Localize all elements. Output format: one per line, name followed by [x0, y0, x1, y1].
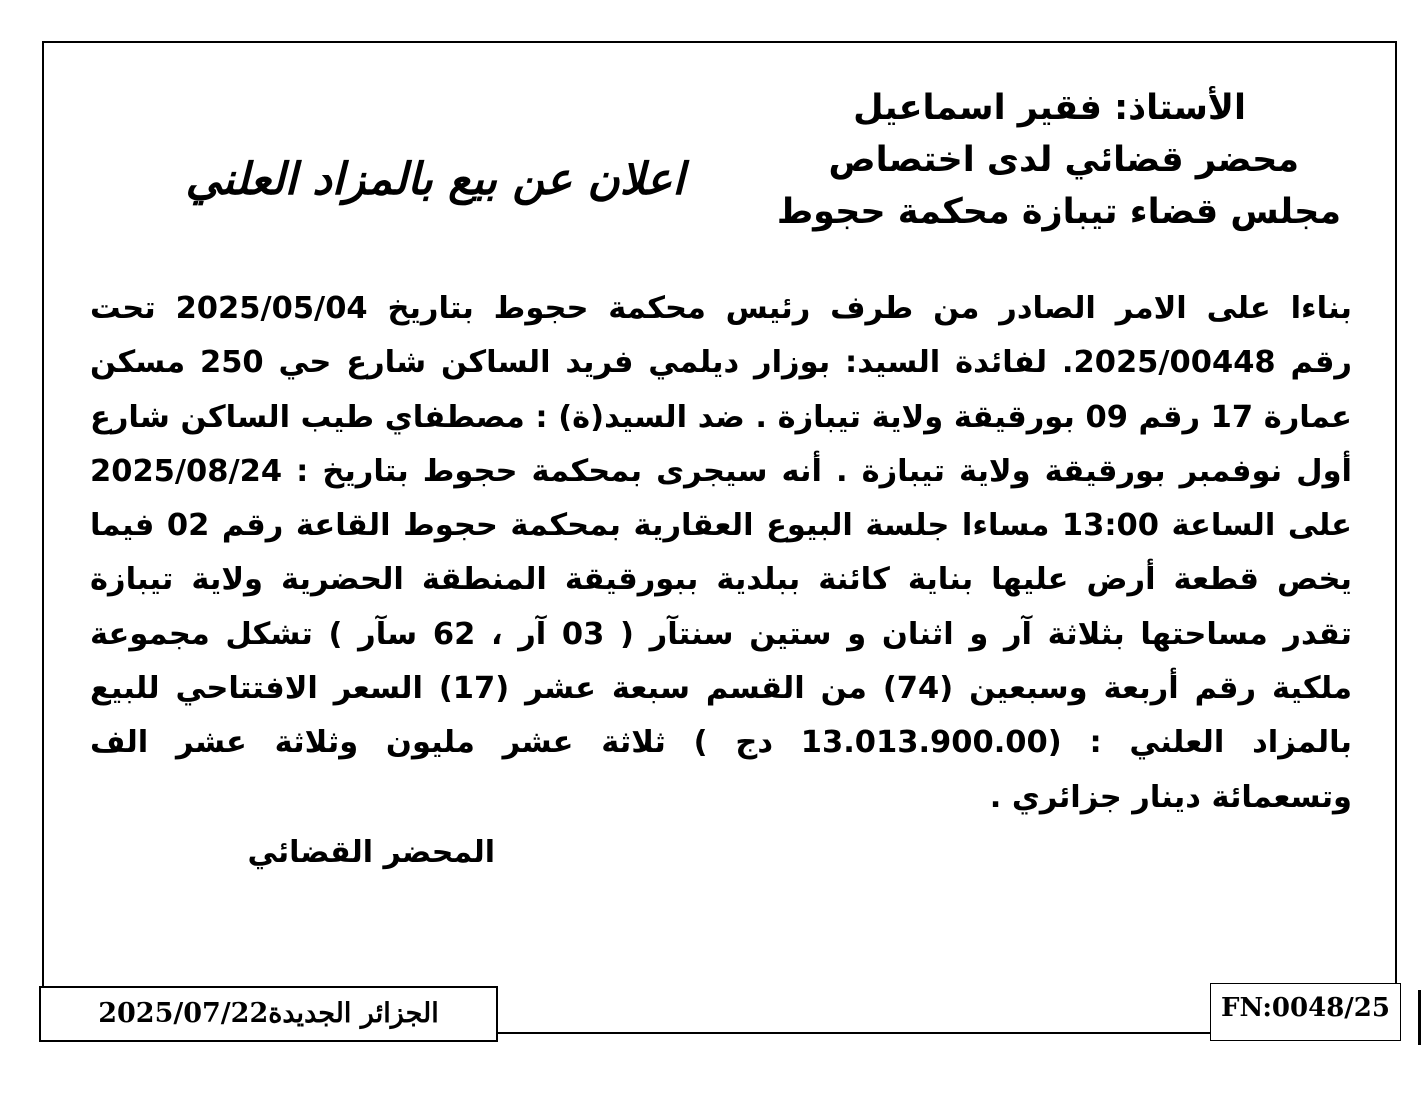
body-line: على الساعة 13:00 مساءا جلسة البيوع العقارية بمحكمة حجوط القاعة رقم 02 فيما [90, 508, 1352, 544]
body-line: يخص قطعة أرض عليها بناية كائنة ببلدية ببورقيقة المنطقة الحضرية ولاية تيبازة [90, 562, 1352, 598]
signature: المحضر القضائي [247, 835, 495, 870]
notice-title: اعلان عن بيع بالمزاد العلني [185, 154, 685, 205]
reference-number: FN:0048/25 [1221, 993, 1390, 1023]
body-line: بالمزاد العلني : (13.013.900.00 دج ) ثلاثة عشر مليون وثلاثة عشر الف [90, 725, 1352, 761]
publication-box [39, 986, 498, 1042]
body-line: تقدر مساحتها بثلاثة آر و اثنان و ستين سنتآر ( 03 آر ، 62 سآر ) تشكل مجموعة [90, 616, 1352, 652]
notice-body [90, 282, 1352, 825]
reference-box [1210, 983, 1401, 1041]
bailiff-header [776, 82, 1341, 238]
body-line: بناءا على الامر الصادر من طرف رئيس محكمة حجوط بتاريخ 2025/05/04 تحت [90, 291, 1352, 326]
body-line: وتسعمائة دينار جزائري . [989, 779, 1352, 815]
body-line: ملكية رقم أربعة وسبعين (74) من القسم سبعة عشر (17) السعر الافتتاحي للبيع [90, 671, 1352, 707]
body-line: أول نوفمبر بورقيقة ولاية تيبازة . أنه سيجرى بمحكمة حجوط بتاريخ : 2025/08/24 [90, 453, 1352, 489]
newspaper-name: الجزائر الجديدة [268, 998, 439, 1029]
publication-date: 2025/07/22 [98, 998, 269, 1029]
body-line: عمارة 17 رقم 09 بورقيقة ولاية تيبازة . ضد السيد(ة) : مصطفاي طيب الساكن شارع [90, 399, 1353, 435]
body-line: رقم 2025/00448. لفائدة السيد: بوزار ديلمي فريد الساكن شارع حي 250 مسكن [90, 345, 1352, 381]
bailiff-jurisdiction: مجلس قضاء تيبازة محكمة حجوط [776, 192, 1341, 232]
bailiff-title: محضر قضائي لدى اختصاص [828, 140, 1299, 180]
bailiff-name: الأستاذ: فقير اسماعيل [853, 88, 1246, 128]
